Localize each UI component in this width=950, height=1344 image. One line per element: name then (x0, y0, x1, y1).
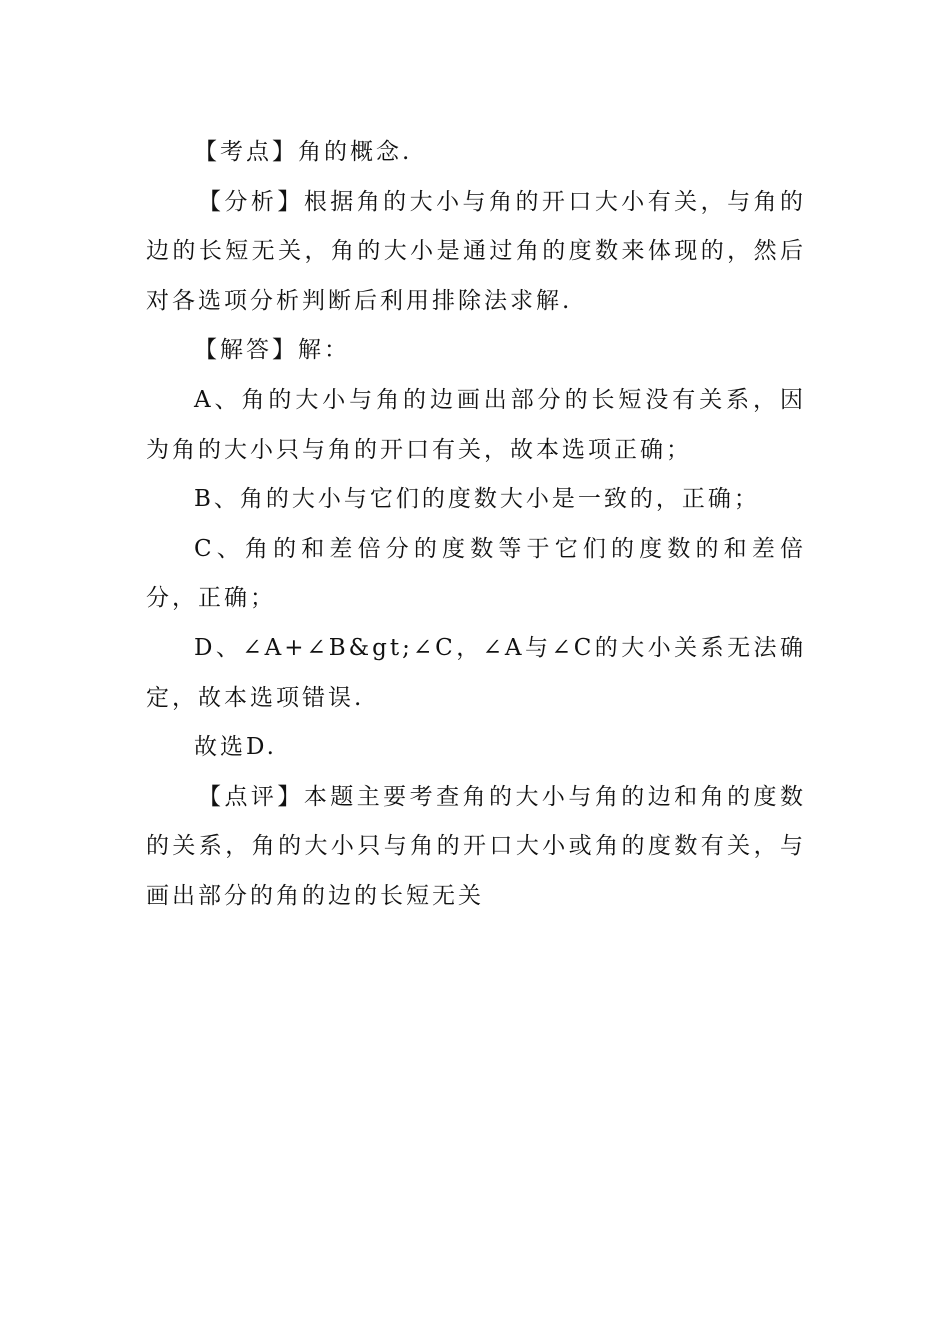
option-a-paragraph: A、角的大小与角的边画出部分的长短没有关系，因为角的大小只与角的开口有关，故本选项正确； (146, 386, 806, 463)
fenxi-paragraph: 【分析】根据角的大小与角的开口大小有关，与角的边的长短无关，角的大小是通过角的度数来体现的，然后对各选项分析判断后利用排除法求解. (146, 188, 806, 314)
option-d-paragraph: D、∠A+∠B&gt;∠C，∠A与∠C的大小关系无法确定，故本选项错误. (146, 634, 806, 711)
document-body (146, 128, 806, 922)
kaodian-paragraph: 【考点】角的概念. (194, 139, 413, 165)
answer-paragraph: 故选D. (194, 734, 277, 761)
dianping-paragraph: 【点评】本题主要考查角的大小与角的边和角的度数的关系，角的大小只与角的开口大小或角的度数有关，与画出部分的角的边的长短无关 (146, 783, 806, 909)
jieda-paragraph: 【解答】解： (194, 337, 350, 364)
option-b-paragraph: B、角的大小与它们的度数大小是一致的，正确； (194, 486, 760, 513)
option-c-paragraph: C、角的和差倍分的度数等于它们的度数的和差倍分，正确； (146, 535, 806, 612)
